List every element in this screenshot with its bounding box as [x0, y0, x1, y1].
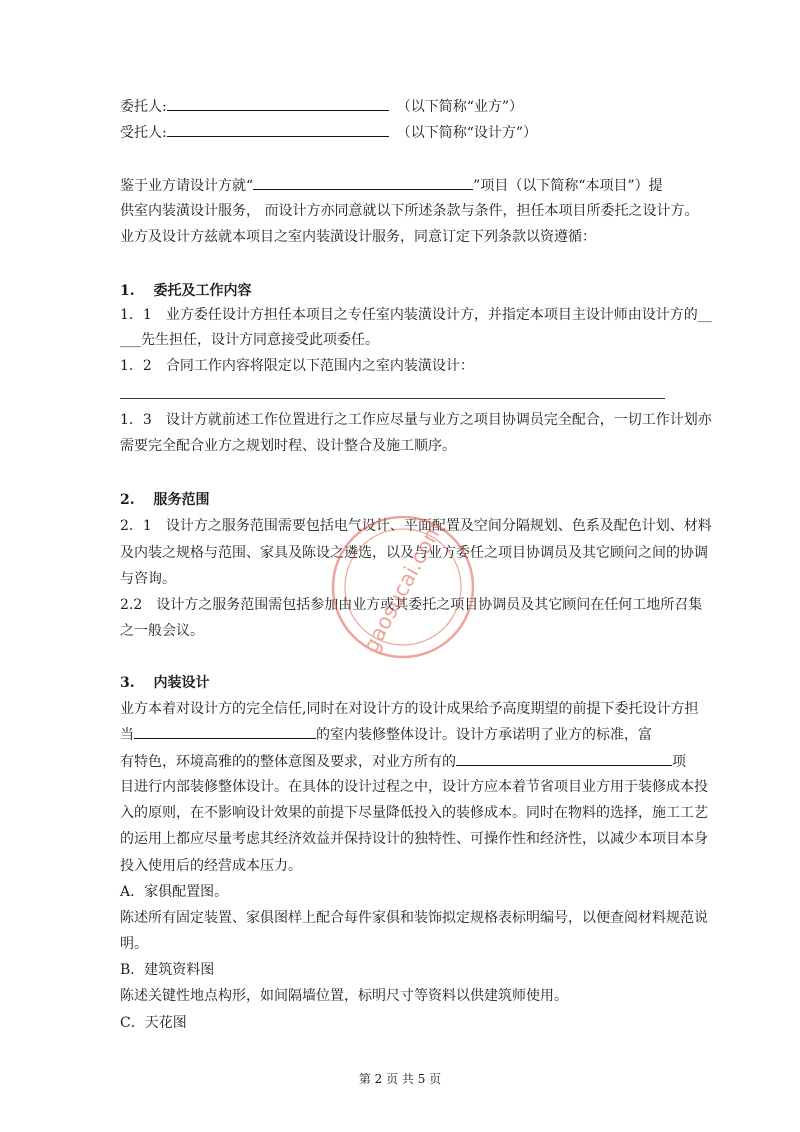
client-note: （以下简称“业方”） [396, 99, 524, 115]
page-number-footer: 第 2 页 共 5 页 [358, 1072, 442, 1086]
designer-label: 受托人: [120, 125, 167, 141]
s1-p11-line-1: 1．1 业方委任设计方担任本项目之专任室内装潢设计方，并指定本项目主设计师由设计方的__ [120, 307, 712, 323]
intro-line-3: 业方及设计方兹就本项目之室内装潢设计服务，同意订定下列条款以资遵循： [120, 229, 596, 245]
item-a-title: A．家俱配置图。 [120, 884, 229, 900]
intro-text-1b: ”项目（以下简称“本项目”）提 [473, 178, 663, 194]
s3-text-3b: 项 [672, 754, 686, 770]
s3-line-2 [120, 724, 652, 745]
section-3-title: 3. 内装设计 [120, 675, 210, 691]
s3-line-6: 的运用上都应尽量考虑其经济效益并保持设计的独特性、可操作性和经济性，以减少本项目本身 [120, 831, 708, 847]
client-label: 委托人: [120, 99, 167, 115]
s1-p11-line-2: ___先生担任，设计方同意接受此项委任。 [120, 332, 379, 348]
owner-project-blank [456, 751, 672, 766]
client-blank [167, 96, 389, 111]
s3-text-2b: 的室内装修整体设计。设计方承诺明了业方的标准，富 [316, 727, 652, 743]
svg-text:gaosucai.com: gaosucai.com [358, 517, 448, 657]
s3-line-5: 入的原则，在不影响设计效果的前提下尽量降低投入的装修成本。同时在物料的选择，施工工艺 [120, 805, 708, 821]
s2-p21-line-1: 2．1 设计方之服务范围需要包括电气设计、平面配置及空间分隔规划、色系及配色计划、材料 [120, 518, 712, 534]
item-a-line-2: 明。 [120, 936, 148, 952]
s3-line-4: 目进行内部装修整体设计。在具体的设计过程之中，设计方应本着节省项目业方用于装修成本投 [120, 779, 708, 795]
s2-p22-line-1: 2.2 设计方之服务范围需包括参加由业方或其委托之项目协调员及其它顾问在任何工地所召集 [120, 597, 703, 613]
s1-p13-line-2: 需要完全配合业方之规划时程、设计整合及施工顺序。 [120, 438, 456, 454]
s1-p12-line: 1．2 合同工作内容将限定以下范围内之室内装潢设计： [120, 358, 474, 374]
item-a-line-1: 陈述所有固定装置、家俱图样上配合每件家俱和装饰拟定规格表标明编号，以便查阅材料规范说 [120, 910, 708, 926]
designer-note: （以下简称“设计方”） [396, 125, 538, 141]
s3-line-3 [120, 751, 686, 772]
s2-p21-line-3: 与咨询。 [120, 571, 176, 587]
section-2-title: 2. 服务范围 [120, 492, 210, 508]
designer-line [120, 122, 537, 143]
s1-p13-line-1: 1．3 设计方就前述工作位置进行之工作应尽量与业方之项目协调员完全配合，一切工作计划亦 [120, 412, 712, 428]
s3-line-1: 业方本着对设计方的完全信任,同时在对设计方的设计成果给予高度期望的前提下委托设计方担 [120, 701, 699, 717]
item-c-title: C．天花图 [120, 1015, 187, 1031]
s3-line-7: 投入使用后的经营成本压力。 [120, 858, 302, 874]
section-1-title: 1. 委托及工作内容 [120, 283, 252, 299]
s3-text-2a: 当 [120, 727, 134, 743]
design-scope-blank [134, 724, 316, 739]
intro-line-2: 供室内装潢设计服务， 而设计方亦同意就以下所述条款与条件，担任本项目所委托之设计方。 [120, 203, 699, 219]
intro-line-1 [120, 175, 663, 196]
s2-p21-line-2: 及内装之规格与范围、家具及陈设之遴选，以及与业方委任之项目协调员及其它顾问之间的协调 [120, 545, 708, 561]
designer-blank [167, 122, 389, 137]
client-line [120, 96, 523, 117]
watermark-stamp [328, 512, 478, 662]
item-b-line-1: 陈述关键性地点构形，如间隔墙位置，标明尺寸等资料以供建筑师使用。 [120, 988, 568, 1004]
s3-text-3a: 有特色，环境高雅的的整体意图及要求，对业方所有的 [120, 754, 456, 770]
project-name-blank [253, 175, 473, 190]
scope-blank-rule [120, 398, 665, 399]
intro-text-1a: 鉴于业方请设计方就“ [120, 178, 254, 194]
s2-p22-line-2: 之一般会议。 [120, 623, 204, 639]
item-b-title: B．建筑资料图 [120, 962, 215, 978]
